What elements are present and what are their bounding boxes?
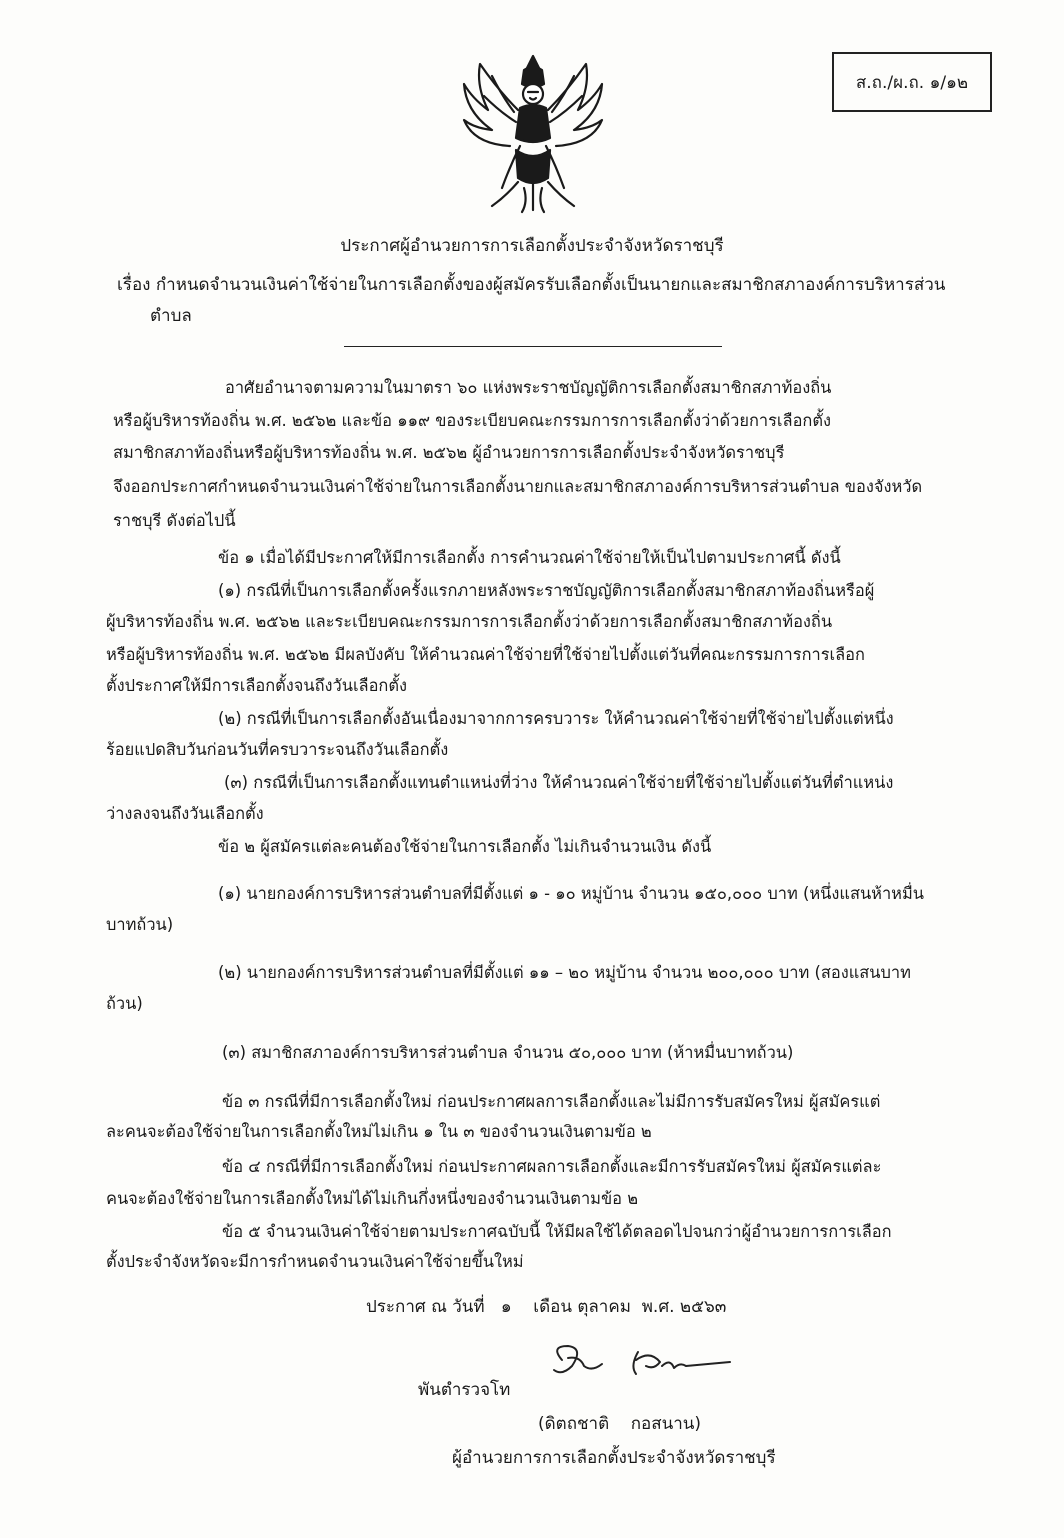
title-divider: [344, 346, 722, 347]
body-line: อาศัยอำนาจตามความในมาตรา ๖๐ แห่งพระราชบัญญัติการเลือกตั้งสมาชิกสภาท้องถิ่น: [225, 378, 832, 397]
body-line: สมาชิกสภาท้องถิ่นหรือผู้บริหารท้องถิ่น พ.ศ. ๒๕๖๒ ผู้อำนวยการการเลือกตั้งประจำจังหวัดราชบุรี: [113, 443, 785, 462]
body-line: หรือผู้บริหารท้องถิ่น พ.ศ. ๒๕๖๒ มีผลบังคับ ให้คำนวณค่าใช้จ่ายที่ใช้จ่ายไปตั้งแต่วันที่คณะกรรมการการเลือก: [106, 645, 865, 664]
body-line: ราชบุรี ดังต่อไปนี้: [113, 511, 236, 530]
signatory-name: (ดิตถชาติ กอสนาน): [538, 1414, 702, 1434]
reference-code-box: [832, 52, 992, 112]
body-line: ตั้งประกาศให้มีการเลือกตั้งจนถึงวันเลือกตั้ง: [106, 676, 408, 695]
body-line: (๑) นายกองค์การบริหารส่วนตำบลที่มีตั้งแต่ ๑ - ๑๐ หมู่บ้าน จำนวน ๑๕๐,๐๐๐ บาท (หนึ่งแสนห้าหมื่น: [218, 884, 924, 903]
body-line: ผู้บริหารท้องถิ่น พ.ศ. ๒๕๖๒ และระเบียบคณะกรรมการการเลือกตั้งว่าด้วยการเลือกตั้งสมาชิกสภาท้องถิ่น: [106, 612, 833, 631]
body-line: ละคนจะต้องใช้จ่ายในการเลือกตั้งใหม่ไม่เกิน ๑ ใน ๓ ของจำนวนเงินตามข้อ ๒: [106, 1122, 652, 1141]
body-line: (๒) นายกองค์การบริหารส่วนตำบลที่มีตั้งแต่ ๑๑ – ๒๐ หมู่บ้าน จำนวน ๒๐๐,๐๐๐ บาท (สองแสนบาท: [218, 963, 911, 982]
body-line: หรือผู้บริหารท้องถิ่น พ.ศ. ๒๕๖๒ และข้อ ๑๑๙ ของระเบียบคณะกรรมการการเลือกตั้งว่าด้วยการเลือกตั้ง: [113, 411, 831, 430]
announcement-date: ประกาศ ณ วันที่ ๑ เดือน ตุลาคม พ.ศ. ๒๕๖๓: [366, 1297, 727, 1317]
clause-5-heading: ข้อ ๕ จำนวนเงินค่าใช้จ่ายตามประกาศฉบับนี้ ให้มีผลใช้ได้ตลอดไปจนกว่าผู้อำนวยการการเลือก: [222, 1222, 892, 1241]
garuda-emblem-icon: [458, 50, 608, 218]
announcement-title: ประกาศผู้อำนวยการการเลือกตั้งประจำจังหวัดราชบุรี: [340, 236, 724, 256]
body-line: (๒) กรณีที่เป็นการเลือกตั้งอันเนื่องมาจากการครบวาระ ให้คำนวณค่าใช้จ่ายที่ใช้จ่ายไปตั้งแต่หนึ่ง: [218, 709, 894, 728]
signatory-rank: พันตำรวจโท: [418, 1380, 511, 1400]
body-line: (๓) กรณีที่เป็นการเลือกตั้งแทนตำแหน่งที่ว่าง ให้คำนวณค่าใช้จ่ายที่ใช้จ่ายไปตั้งแต่วันที่ตำแหน่ง: [224, 773, 894, 792]
handwritten-signature-icon: [540, 1336, 740, 1386]
body-line: ว่างลงจนถึงวันเลือกตั้ง: [106, 804, 264, 823]
body-line: คนจะต้องใช้จ่ายในการเลือกตั้งใหม่ได้ไม่เกินกึ่งหนึ่งของจำนวนเงินตามข้อ ๒: [106, 1189, 639, 1208]
clause-3-heading: ข้อ ๓ กรณีที่มีการเลือกตั้งใหม่ ก่อนประกาศผลการเลือกตั้งและไม่มีการรับสมัครใหม่ ผู้สมัครแต่: [222, 1092, 881, 1111]
body-line: ตั้งประจำจังหวัดจะมีการกำหนดจำนวนเงินค่าใช้จ่ายขึ้นใหม่: [106, 1252, 524, 1271]
body-line: ถ้วน): [106, 994, 143, 1013]
subject-line-1: เรื่อง กำหนดจำนวนเงินค่าใช้จ่ายในการเลือกตั้งของผู้สมัครรับเลือกตั้งเป็นนายกและสมาชิกสภาองค์การบริหารส่วน: [117, 275, 946, 295]
body-line: จึงออกประกาศกำหนดจำนวนเงินค่าใช้จ่ายในการเลือกตั้งนายกและสมาชิกสภาองค์การบริหารส่วนตำบล ของจังหวัด: [113, 477, 923, 496]
reference-code: ส.ถ./ผ.ถ. ๑/๑๒: [855, 72, 969, 93]
body-line: (๑) กรณีที่เป็นการเลือกตั้งครั้งแรกภายหลังพระราชบัญญัติการเลือกตั้งสมาชิกสภาท้องถิ่นหรือผู้: [218, 581, 875, 600]
clause-1-heading: ข้อ ๑ เมื่อได้มีประกาศให้มีการเลือกตั้ง การคำนวณค่าใช้จ่ายให้เป็นไปตามประกาศนี้ ดังนี้: [218, 548, 841, 567]
body-line: ร้อยแปดสิบวันก่อนวันที่ครบวาระจนถึงวันเลือกตั้ง: [106, 740, 449, 759]
clause-2-heading: ข้อ ๒ ผู้สมัครแต่ละคนต้องใช้จ่ายในการเลือกตั้ง ไม่เกินจำนวนเงิน ดังนี้: [218, 837, 712, 856]
body-line: (๓) สมาชิกสภาองค์การบริหารส่วนตำบล จำนวน ๕๐,๐๐๐ บาท (ห้าหมื่นบาทถ้วน): [222, 1043, 794, 1062]
signatory-position: ผู้อำนวยการการเลือกตั้งประจำจังหวัดราชบุรี: [452, 1448, 776, 1468]
subject-line-2: ตำบล: [150, 306, 192, 326]
body-line: บาทถ้วน): [106, 915, 174, 934]
clause-4-heading: ข้อ ๔ กรณีที่มีการเลือกตั้งใหม่ ก่อนประกาศผลการเลือกตั้งและมีการรับสมัครใหม่ ผู้สมัครแต่ละ: [222, 1157, 882, 1176]
